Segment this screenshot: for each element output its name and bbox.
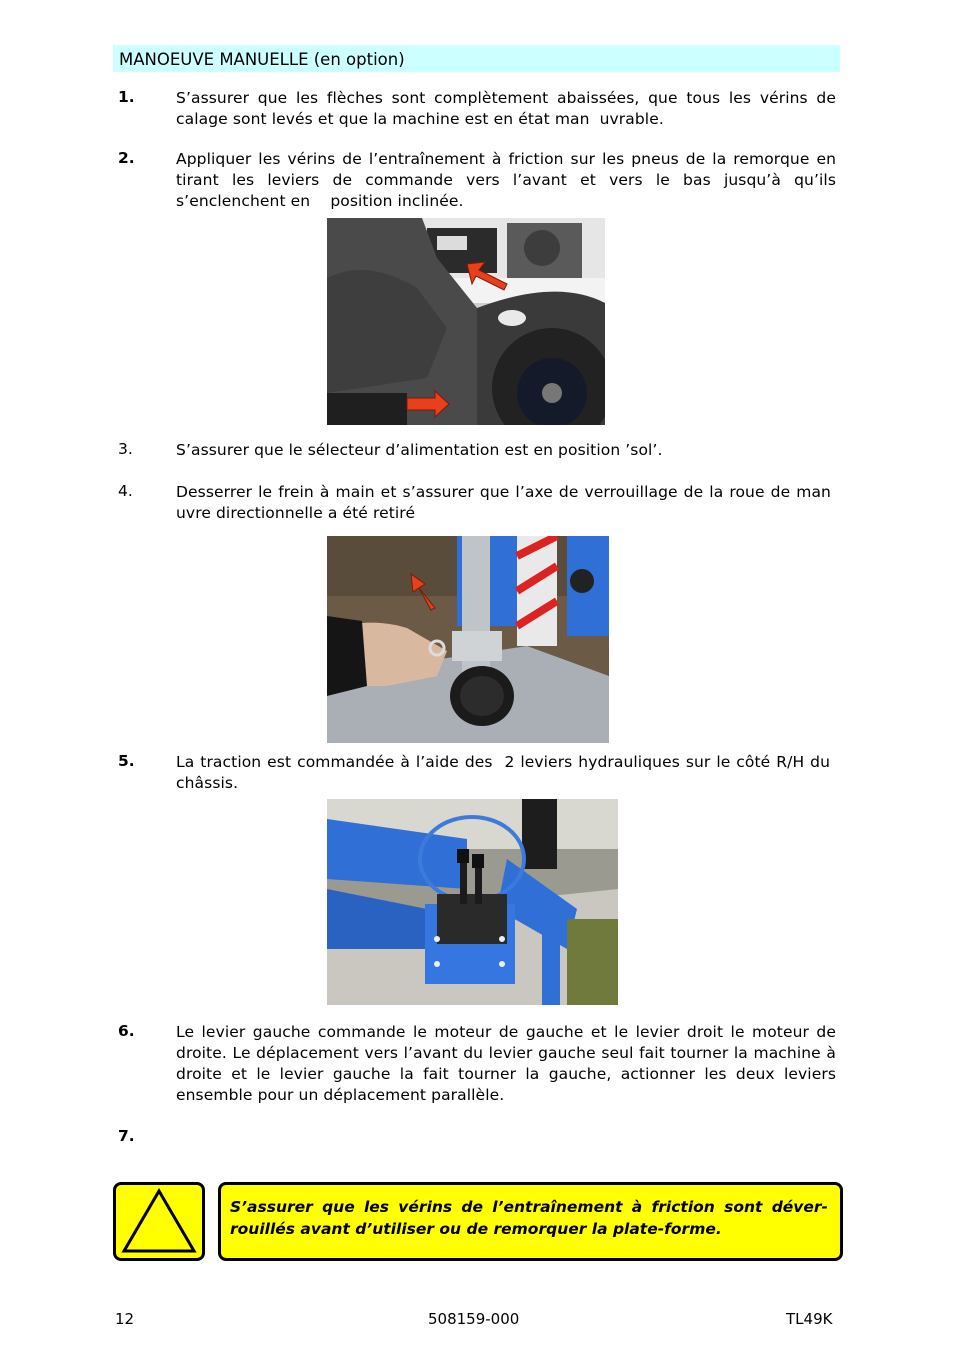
step-text: S’assurer que les flèches sont complètement abaissées, que tous les vérins de calage sont levés et que la machine est en état man uvrable. — [176, 89, 836, 128]
step-number: 4. — [118, 482, 133, 500]
photo-hydraulic-levers — [327, 799, 618, 1005]
step-text: Appliquer les vérins de l’entraînement à friction sur les pneus de la remorque en tirant les leviers de commande vers l’avant et vers le bas jusqu’à qu’ils s’enclenchent en position inclinée. — [176, 150, 836, 210]
document-number: 508159-000 — [428, 1310, 520, 1328]
page-number: 12 — [115, 1310, 135, 1328]
step-number: 6. — [118, 1022, 135, 1040]
step-number: 7. — [118, 1127, 135, 1145]
photo-steering-lock-pin — [327, 536, 609, 743]
step-number: 1. — [118, 88, 135, 106]
step-text: S’assurer que le sélecteur d’alimentation est en position ’sol’. — [176, 441, 663, 459]
warning-triangle-icon — [116, 1185, 202, 1258]
section-heading: MANOEUVE MANUELLE (en option) — [119, 50, 405, 69]
model-name: TL49K — [786, 1310, 833, 1328]
step-number: 3. — [118, 440, 133, 458]
photo-friction-drive-wheel — [327, 218, 605, 425]
step-number: 2. — [118, 149, 135, 167]
step-text: La traction est commandée à l’aide des 2 leviers hydrauliques sur le côté R/H du châssis. — [176, 753, 830, 792]
step-text: Le levier gauche commande le moteur de gauche et le levier droit le moteur de droite. Le déplacement vers l’avant du levier gauche seul fait tourner la machine à droite et le levier gauche la fait tourner la gauche, actionner les deux leviers ensemble pour un déplacement parallèle. — [176, 1023, 836, 1104]
warning-icon-box — [113, 1182, 205, 1261]
warning-text: S’assurer que les vérins de l’entraînement à friction sont déver-rouillés avant d’utiliser ou de remorquer la plate-forme. — [230, 1198, 828, 1238]
step-text: Desserrer le frein à main et s’assurer que l’axe de verrouillage de la roue de man uvre directionnelle a été retiré — [176, 483, 836, 522]
step-number: 5. — [118, 752, 135, 770]
